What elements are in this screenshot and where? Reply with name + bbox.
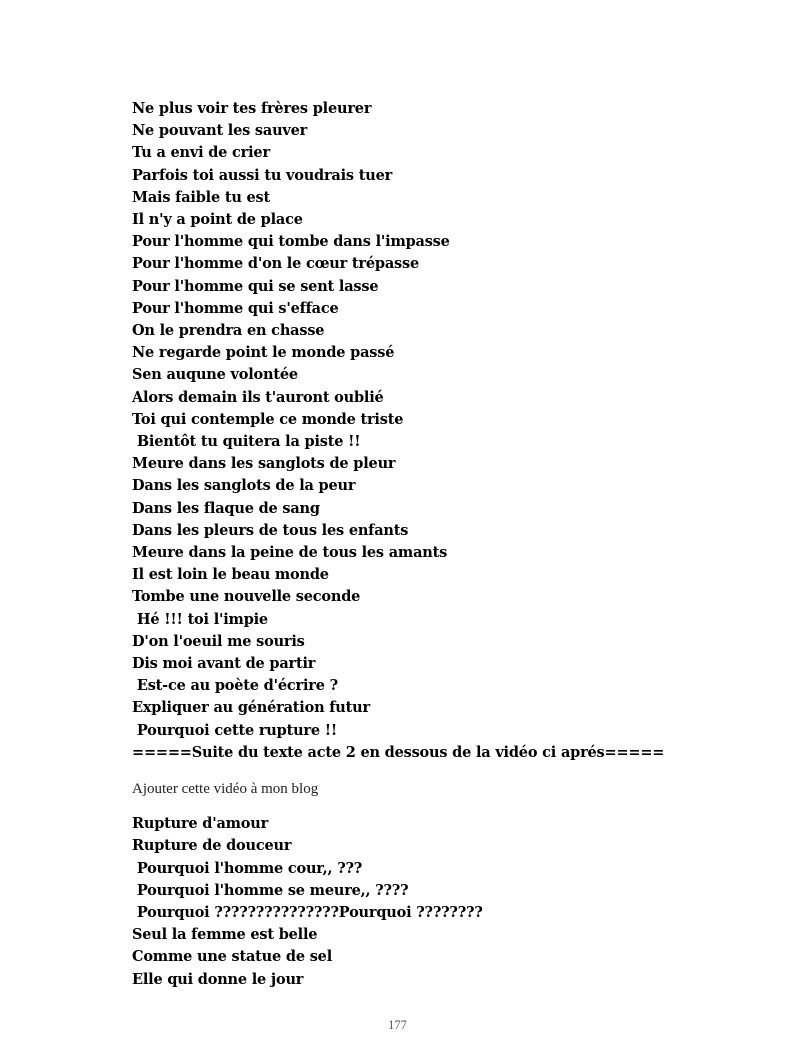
page-content	[132, 98, 692, 991]
poem-line: Expliquer au génération futur	[132, 699, 370, 717]
poem-line: Seul la femme est belle	[132, 926, 318, 944]
poem-line: Sen auqune volontée	[132, 366, 298, 384]
poem-line: =====Suite du texte acte 2 en dessous de la vidéo ci aprés=====	[132, 743, 665, 761]
poem-line: Elle qui donne le jour	[132, 970, 304, 988]
poem-line: Pour l'homme qui se sent lasse	[132, 277, 379, 295]
poem-line: Dans les flaque de sang	[132, 499, 320, 517]
poem-line: Pour l'homme qui tombe dans l'impasse	[132, 233, 450, 251]
poem-line: Rupture de douceur	[132, 837, 292, 855]
poem-part-2	[132, 813, 692, 991]
poem-line: Il est loin le beau monde	[132, 566, 329, 584]
page-number: 177	[388, 1018, 407, 1032]
poem-line: Pourquoi cette rupture !!	[132, 721, 338, 739]
poem-line: Alors demain ils t'auront oublié	[132, 388, 384, 406]
poem-line: Ne pouvant les sauver	[132, 122, 308, 140]
poem-part-1	[132, 98, 692, 764]
poem-line: Meure dans la peine de tous les amants	[132, 544, 448, 562]
poem-line: Pour l'homme d'on le cœur trépasse	[132, 255, 419, 273]
poem-line: Dans les sanglots de la peur	[132, 477, 356, 495]
poem-line: Tu a envi de crier	[132, 144, 270, 162]
poem-line: Est-ce au poète d'écrire ?	[132, 677, 338, 695]
poem-line: Mais faible tu est	[132, 188, 271, 206]
poem-line: Dans les pleurs de tous les enfants	[132, 521, 409, 539]
poem-line: Hé !!! toi l'impie	[132, 610, 268, 628]
poem-line: Rupture d'amour	[132, 815, 269, 833]
poem-line: Parfois toi aussi tu voudrais tuer	[132, 166, 393, 184]
poem-line: On le prendra en chasse	[132, 322, 325, 340]
poem-line: Pourquoi ???????????????Pourquoi ????????	[132, 903, 483, 921]
poem-line: Tombe une nouvelle seconde	[132, 588, 361, 606]
poem-line: Pourquoi l'homme cour,, ???	[132, 859, 363, 877]
poem-line: Comme une statue de sel	[132, 948, 333, 966]
poem-line: Ne regarde point le monde passé	[132, 344, 395, 362]
poem-line: Il n'y a point de place	[132, 211, 303, 229]
poem-line: Ne plus voir tes frères pleurer	[132, 100, 372, 117]
poem-line: D'on l'oeuil me souris	[132, 632, 305, 650]
poem-line: Meure dans les sanglots de pleur	[132, 455, 396, 473]
add-video-to-blog-link[interactable]: Ajouter cette vidéo à mon blog	[132, 781, 319, 798]
poem-line: Bientôt tu quitera la piste !!	[132, 433, 361, 451]
poem-line: Dis moi avant de partir	[132, 655, 316, 673]
poem-line: Pour l'homme qui s'efface	[132, 299, 339, 317]
poem-line: Toi qui contemple ce monde triste	[132, 410, 404, 428]
poem-line: Pourquoi l'homme se meure,, ????	[132, 881, 409, 899]
